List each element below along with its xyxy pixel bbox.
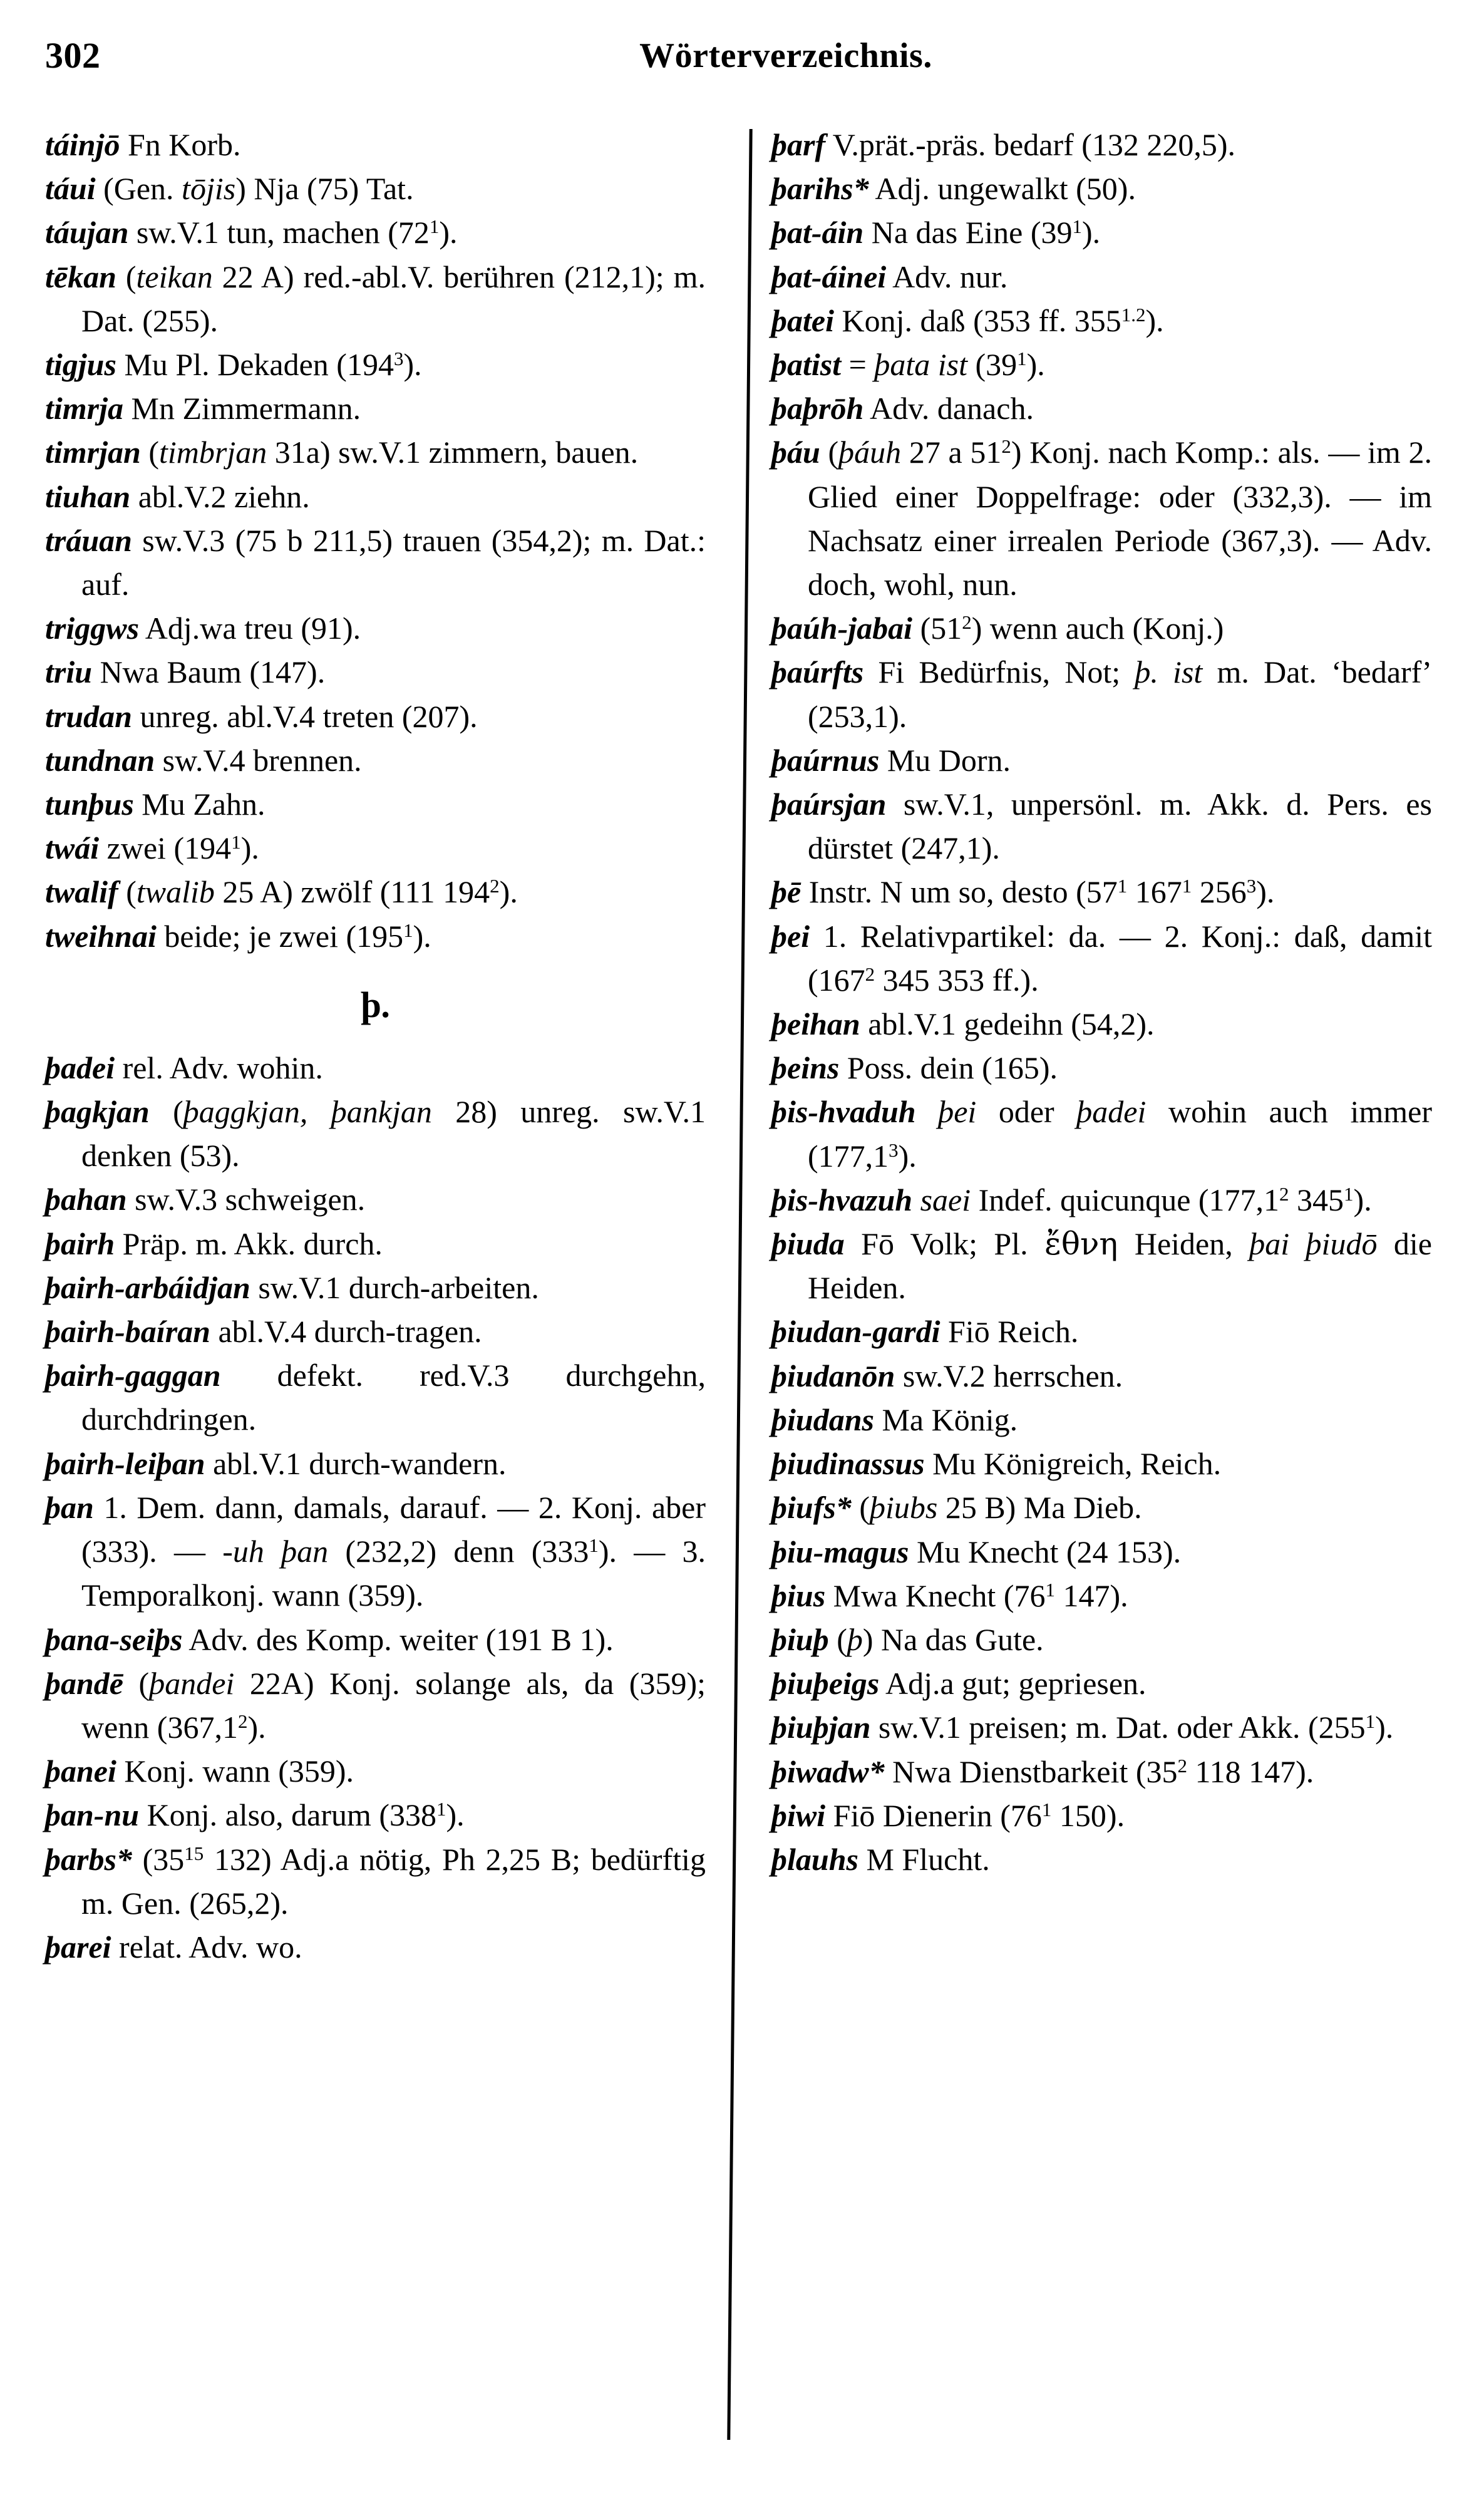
dictionary-entry: þiudan-gardi Fiō Reich.: [771, 1314, 1079, 1350]
dictionary-entry: þaúrfts Fi Bedürfnis, Not; þ. ist m. Dat. ʻbedarfʼ (253,1).: [771, 654, 1432, 734]
dictionary-entry: tēkan (teikan 22 A) red.-abl.V. berühren (212,1); m. Dat. (255).: [45, 259, 706, 338]
dictionary-entry: þis-hvazuh saei Indef. quicunque (177,1$^2$ $345^1$).: [771, 1182, 1372, 1217]
dictionary-entry: þiuþjan sw.V.1 preisen; m. Dat. oder Akk. $(255^1)$.: [771, 1710, 1394, 1745]
dictionary-entry: þaþrōh Adv. danach.: [771, 391, 1034, 426]
dictionary-entry: timrjan (timbrjan 31a) sw.V.1 zimmern, bauen.: [45, 435, 639, 470]
dictionary-entry: þiuda Fō Volk; Pl. ἔθνη Heiden, þai þiudō die Heiden.: [771, 1226, 1432, 1306]
dictionary-entry: þatist = þata ist $(39^1)$.: [771, 347, 1045, 383]
dictionary-entry: þiwi Fiō Dienerin ($76^1$ 150).: [771, 1797, 1125, 1833]
dictionary-entry: þiudans Ma König.: [771, 1402, 1018, 1437]
dictionary-entry: þiuþeigs Adj.a gut; gepriesen.: [771, 1666, 1146, 1702]
dictionary-entry: þahan sw.V.3 schweigen.: [45, 1182, 366, 1217]
dictionary-entry: þana-seiþs Adv. des Komp. weiter (191 B 1).: [45, 1621, 614, 1657]
dictionary-entry: þairh-baíran abl.V.4 durch-tragen.: [45, 1314, 482, 1350]
dictionary-entry: tunþus Mu Zahn.: [45, 787, 265, 822]
dictionary-entry: þairh Präp. m. Akk. durch.: [45, 1226, 383, 1261]
dictionary-entry: timrja Mn Zimmermann.: [45, 391, 361, 426]
dictionary-entry: táinjō Fn Korb.: [45, 127, 241, 162]
dictionary-entry: tundnan sw.V.4 brennen.: [45, 742, 362, 778]
dictionary-entry: trudan unreg. abl.V.4 treten (207).: [45, 698, 478, 734]
dictionary-entry: þē Instr. N um so, desto ($57^1$ $167^1$ $256^3$).: [771, 874, 1275, 910]
dictionary-entry: tiuhan abl.V.2 ziehn.: [45, 478, 310, 514]
dictionary-entry: þagkjan (þaggkjan, þankjan 28) unreg. sw.V.1 denken (53).: [45, 1094, 706, 1174]
page-header: [45, 33, 1439, 79]
dictionary-entry: þiwadw* Nwa Dienstbarkeit ($35^2$ 118 147).: [771, 1754, 1314, 1789]
left-column-entries-part1: [45, 123, 706, 958]
dictionary-entry: þatei Konj. daß (353 ff. $355^{1.2}$).: [771, 302, 1164, 338]
dictionary-entry: þairh-leiþan abl.V.1 durch-wandern.: [45, 1445, 507, 1481]
dictionary-entry: þarei relat. Adv. wo.: [45, 1929, 302, 1965]
text-columns: [45, 123, 1439, 2477]
dictionary-entry: þarihs* Adj. ungewalkt (50).: [771, 171, 1136, 207]
dictionary-entry: þáu (þáuh 27 a $51^2$) Konj. nach Komp.: als. — im 2. Glied einer Doppelfrage: oder (332,3). — im Nachsatz einer irrealen Periode (367,3). — Adv. doch, wohl, nun.: [771, 435, 1432, 602]
dictionary-entry: þaúh-jabai $(51^2)$ wenn auch (Konj.): [771, 611, 1224, 646]
dictionary-entry: þarf V.prät.-präs. bedarf (132 220,5).: [771, 127, 1236, 162]
dictionary-entry: twalif (twalib 25 A) zwölf (111 $194^2$).: [45, 874, 518, 910]
dictionary-entry: táui (Gen. tōjis) Nja (75) Tat.: [45, 171, 414, 207]
dictionary-entry: þarbs* ($35^{15}$ 132) Adj.a nötig, Ph 2,25 B; bedürftig m. Gen. (265,2).: [45, 1841, 706, 1921]
dictionary-entry: tigjus Mu Pl. Dekaden $(194^3)$.: [45, 347, 422, 383]
dictionary-entry: þius Mwa Knecht ($76^1$ 147).: [771, 1578, 1128, 1613]
dictionary-entry: triu Nwa Baum (147).: [45, 654, 326, 690]
dictionary-entry: þaúrnus Mu Dorn.: [771, 742, 1011, 778]
dictionary-entry: þan-nu Konj. also, darum $(338^1)$.: [45, 1797, 465, 1833]
dictionary-entry: twái zwei $(194^1)$.: [45, 830, 259, 866]
right-column: [771, 123, 1432, 1881]
dictionary-entry: þiuþ (þ) Na das Gute.: [771, 1621, 1044, 1657]
dictionary-entry: táujan sw.V.1 tun, machen $(72^1)$.: [45, 215, 458, 250]
dictionary-entry: þandē (þandei 22A) Konj. solange als, da (359); wenn (367,1$^2$).: [45, 1665, 706, 1745]
dictionary-entry: þiudinassus Mu Königreich, Reich.: [771, 1446, 1222, 1482]
dictionary-entry: þadei rel. Adv. wohin.: [45, 1050, 323, 1085]
page-number: 302: [45, 35, 101, 76]
dictionary-entry: þat-áin Na das Eine $(39^1)$.: [771, 215, 1101, 250]
dictionary-entry: þaúrsjan sw.V.1, unpersönl. m. Akk. d. Pers. es dürstet (247,1).: [771, 787, 1432, 866]
dictionary-entry: þat-áinei Adv. nur.: [771, 259, 1008, 294]
dictionary-entry: þiu-magus Mu Knecht (24 153).: [771, 1534, 1182, 1569]
section-heading-thorn: þ.: [361, 984, 390, 1025]
running-head: Wörterverzeichnis.: [639, 36, 932, 75]
column-divider-rule: [727, 129, 752, 2440]
dictionary-entry: þiudanōn sw.V.2 herrschen.: [771, 1358, 1123, 1393]
dictionary-entry: þiufs* (þiubs 25 B) Ma Dieb.: [771, 1490, 1142, 1526]
dictionary-entry: þairh-gaggan defekt. red.V.3 durchgehn, durchdringen.: [45, 1358, 706, 1437]
dictionary-entry: þei 1. Relativpartikel: da. — 2. Konj.: daß, damit ($167^2$ 345 353 ff.).: [771, 918, 1432, 998]
dictionary-entry: þairh-arbáidjan sw.V.1 durch-arbeiten.: [45, 1269, 539, 1305]
left-column: [45, 123, 706, 1969]
dictionary-entry: þeihan abl.V.1 gedeihn (54,2).: [771, 1006, 1155, 1042]
dictionary-entry: tweihnai beide; je zwei $(195^1)$.: [45, 918, 431, 954]
right-column-entries: [771, 123, 1432, 1881]
dictionary-entry: þlauhs M Flucht.: [771, 1841, 990, 1877]
dictionary-entry: þeins Poss. dein (165).: [771, 1050, 1058, 1086]
left-column-entries-part2: [45, 1046, 706, 1969]
dictionary-entry: triggws Adj.wa treu (91).: [45, 611, 361, 646]
dictionary-entry: þan 1. Dem. dann, damals, darauf. — 2. Konj. aber (333). — -uh þan (232,2) denn $(333^1)$. — 3. Temporalkonj. wann (359).: [45, 1489, 706, 1613]
dictionary-entry: þanei Konj. wann (359).: [45, 1754, 354, 1789]
dictionary-entry: þis-hvaduh þei oder þadei wohin auch immer (177,1$^3$).: [771, 1094, 1433, 1174]
dictionary-entry: tráuan sw.V.3 (75 b 211,5) trauen (354,2); m. Dat.: auf.: [45, 522, 706, 602]
